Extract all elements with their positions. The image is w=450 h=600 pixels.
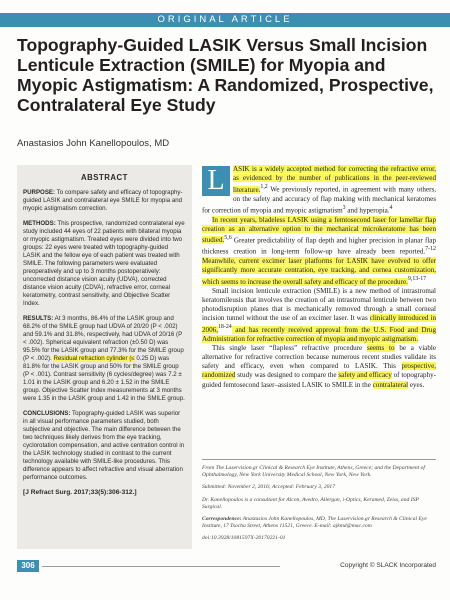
meta-disclosure: Dr. Kanellopoulos is a consultant for Alcon, Avedro, Allergan, i-Optics, Keramed, Zeiss, and ISP Surgical. — [202, 496, 419, 510]
conclusions-text: Topography-guided LASIK was superior in all visual performance parameters studied, both subjective and objective. The main difference between the two techniques likely derives from the eye tracking, cyclorotation compensation, and active centration control in the LASIK technology studied in contrast to the current technology available with SMILE-like procedures. This difference appears to affect refractive and visual aberration performance outcomes. — [23, 409, 185, 482]
copyright-notice: Copyright © SLACK Incorporated — [340, 562, 436, 569]
highlight-9: contralateral — [372, 380, 409, 389]
abstract-results — [23, 315, 186, 404]
abstract-citation: [J Refract Surg. 2017;33(5):306-312.] — [23, 488, 137, 496]
highlight-2: In recent years, bladeless LASIK using a femtosecond laser for lamellar flap creation as an alternative option to the mechanical microkeratome has been studied. — [202, 215, 436, 245]
highlight-4: clinically introduced in 2006, — [202, 314, 436, 334]
highlight-3: Meanwhile, current excimer laser platforms for LASIK have evolved to offer significantly more accurate centration, eye tracking, and cornea customization, which seems to increase the overall safety and efficacy of the procedure. — [202, 256, 436, 286]
meta-correspondence — [202, 516, 436, 530]
highlight-6: seems to — [366, 343, 395, 352]
meta-doi: doi:10.3928/1081597X-20170221-01 — [202, 535, 286, 542]
purpose-label: PURPOSE: — [23, 189, 56, 197]
results-highlight: Residual refraction cylinder (≤ — [53, 354, 135, 362]
correspondence-label: Correspondence: — [202, 516, 242, 523]
conclusions-label: CONCLUSIONS: — [23, 409, 71, 417]
ref-4: 5,6 — [224, 234, 232, 241]
body-paragraph-3 — [202, 287, 436, 344]
highlight-8: safety and efficacy — [338, 371, 392, 380]
body-paragraph-4 — [202, 344, 436, 390]
methods-text: This prospective, randomized contralateral eye study included 44 eyes of 22 patients with bilateral myopia or myopic astigmatism. Treated eyes were divided into two groups: 22 eyes were treated with topography-guided LASIK and the fellow eye of each patient was treated with SMILE. The following parameters were evaluated preoperatively and up to 3 months postoperatively: uncorrected distance vision acuity (UDVA), corrected distance vision acuity (CDVA), refractive error, corneal keratometry, contrast sensitivity, and Objective Scatter Index. — [23, 219, 185, 308]
results-text-b: 0.25 D) was 81.8% for the LASIK group and 50% for the SMILE group (P < .001). Contrast sensitivity (6 cycles/degree) was 7.2 ± 1.01 in the LASIK group and 6.20 ± 1.52 in the SMILE group. Objective Scatter Index measurements at 3 months were 1.35 in the LASIK group and 1.42 in the SMILE group. — [23, 354, 185, 403]
abstract-conclusions — [23, 410, 186, 482]
ref-7: 18-24 — [217, 324, 232, 331]
body-text-span: eyes. — [408, 380, 425, 389]
methods-label: METHODS: — [23, 219, 56, 227]
ref-2: 3 — [342, 204, 346, 211]
results-label: RESULTS: — [23, 314, 54, 322]
correspondence-text: Anastasios John Kanellopoulos, MD, The Laservision.gr Research & Clinical Eye Institute, 17 Tsocha Street, Athens 11521, Greece. E-mail: ajkmd@mac.com — [202, 516, 427, 530]
footer-divider — [42, 566, 280, 567]
highlight-5: and has recently received approval from the U.S. Food and Drug Administration for refractive correction of myopia and myopic astigmatism. — [202, 325, 436, 343]
article-title: Topography-Guided LASIK Versus Small Incision Lenticule Extraction (SMILE) for Myopia and Myopic Astigmatism: A Randomized, Prospective, Contralateral Eye Study — [17, 35, 434, 115]
abstract-heading: ABSTRACT — [81, 173, 128, 182]
abstract-methods — [23, 220, 186, 309]
section-band — [0, 13, 450, 27]
section-label: ORIGINAL ARTICLE — [157, 14, 293, 25]
ref-1: 1,2 — [260, 184, 268, 191]
ref-3: 4 — [389, 204, 393, 211]
page-number: 306 — [17, 560, 39, 572]
meta-submitted: Submitted: November 2, 2016; Accepted: February 3, 2017 — [202, 484, 336, 491]
meta-affiliation: From The Laservision.gr Clinical & Research Eye Institute, Athens, Greece; and the Department of Ophthalmology, New York University Medical School, New York, New York. — [202, 465, 425, 479]
body-text-span: and hyperopia. — [345, 206, 390, 215]
body-text-span: This single laser “flapless” refractive procedure — [212, 343, 367, 352]
body-text-span: of topography-guided femtosecond laser–assisted LASIK to SMILE in the — [202, 371, 436, 389]
ref-6: 9,13-17 — [407, 276, 427, 283]
purpose-text: To compare safety and efficacy of topography-guided LASIK and contralateral eye SMILE for myopia and myopic astigmatism correction. — [23, 189, 183, 213]
body-text-span: Small incision lenticule extraction (SMILE) is a new method of intrastromal keratomileusis that involves the creation of an intrastromal lenticule between two photodisruption planes that is mechanically removed through a small corneal incision tunnel without the use of an excimer laser. It was — [202, 286, 436, 323]
meta-divider — [202, 459, 436, 460]
body-text-span: We previously reported, in agreement with many others, on the safety and accuracy of flap making with mechanical keratomes for correction of myopia and myopic astigmatism — [202, 185, 436, 215]
abstract-purpose — [23, 189, 186, 213]
body-text-span: study was designed to compare the — [235, 371, 339, 380]
abstract-box — [17, 165, 192, 549]
author-line: Anastasios John Kanellopoulos, MD — [17, 138, 170, 149]
ref-5: 7-12 — [425, 246, 436, 253]
body-paragraph-2 — [202, 216, 436, 287]
highlight-1: ASIK is a widely accepted method for correcting the refractive error, as evidenced by the number of publications in the peer-reviewed literature. — [233, 165, 436, 194]
body-text-span: be a viable alternative for refractive correction because numerous recent studies validate its safety and efficacy, even when compared to LASIK. This — [202, 343, 436, 371]
body-paragraph-1 — [202, 165, 436, 216]
drop-cap: L — [202, 166, 230, 196]
body-text — [202, 165, 436, 390]
body-text-span: Greater predictability of flap depth and higher precision in planar flap thickness creation in long-term follow-up have already been reported. — [202, 236, 436, 256]
highlight-7: prospective, randomized — [202, 362, 436, 380]
article-meta — [202, 465, 436, 548]
results-text-a: At 3 months, 86.4% of the LASIK group and 68.2% of the SMILE group had UDVA of 20/20 (P < .002) and 59.1% and 31.8%, respectively, had UDVA of 20/16 (P < .002). Spherical equivalent refraction (±0.50 D) was 95.5% for the LASIK group and 77.3% for the SMILE group (P < .002). — [23, 314, 184, 362]
